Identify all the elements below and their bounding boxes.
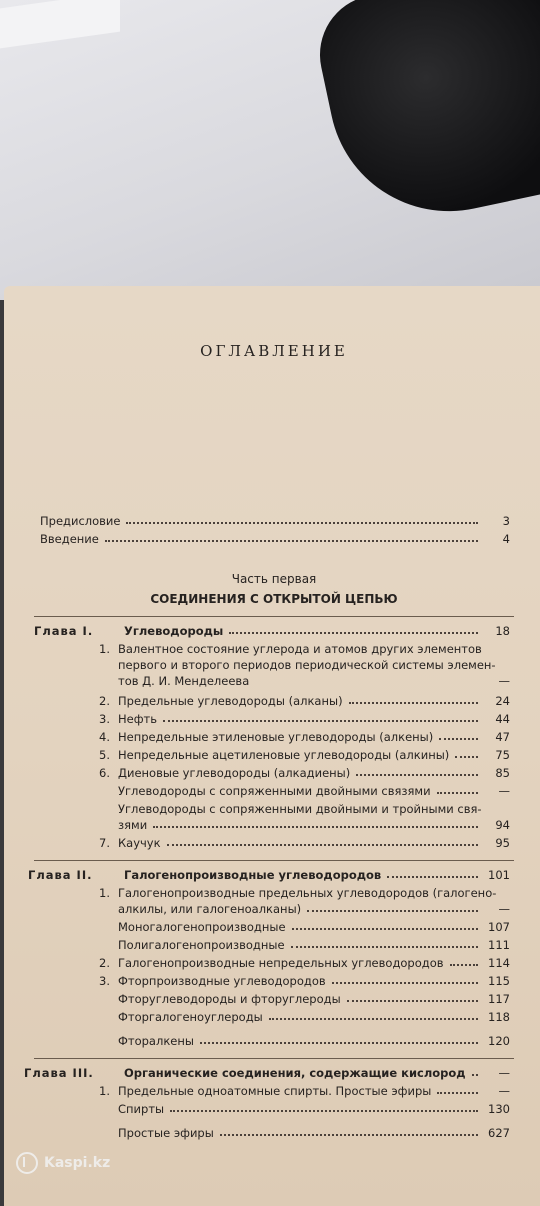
chapter-page: — (498, 1066, 510, 1080)
leader-dots (126, 521, 478, 524)
toc-entry-continuation (118, 816, 510, 832)
toc-entry (88, 710, 510, 726)
entry-page: 4 (502, 532, 510, 546)
entry-page: 115 (488, 974, 510, 988)
kaspi-watermark (16, 1152, 110, 1174)
chapter-label: Глава II. (28, 868, 93, 882)
leader-dots (455, 755, 478, 758)
leader-space (255, 683, 478, 684)
entry-number: 6. (99, 766, 110, 780)
leader-dots (292, 927, 478, 930)
toc-entry-continuation (118, 900, 510, 916)
leader-dots (229, 631, 478, 634)
entry-page: — (498, 784, 510, 798)
chapter-label: Глава I. (34, 624, 94, 638)
entry-page: — (498, 674, 510, 688)
entry-number: 7. (99, 836, 110, 850)
entry-page: 118 (488, 1010, 510, 1024)
entry-label: Непредельные этиленовые углеводороды (алкены) (118, 730, 434, 744)
leader-dots (437, 791, 478, 794)
entry-number: 2. (99, 694, 110, 708)
toc-entry (118, 1008, 510, 1024)
toc-entry (118, 1100, 510, 1116)
leader-dots (200, 1041, 478, 1044)
toc-entry (88, 692, 510, 708)
entry-label: Предисловие (40, 514, 121, 528)
divider (34, 1058, 514, 1059)
entry-page: 47 (495, 730, 510, 744)
entry-page: 114 (488, 956, 510, 970)
entry-page: — (498, 1084, 510, 1098)
entry-label: Моногалогенопроизводные (118, 920, 286, 934)
leader-dots (307, 909, 478, 912)
entry-number: 1. (99, 886, 110, 900)
toc-entry (88, 1082, 510, 1098)
chapter-label: Глава III. (24, 1066, 94, 1080)
entry-page: 44 (495, 712, 510, 726)
entry-label: Фторгалогеноуглероды (118, 1010, 263, 1024)
leader-dots (356, 773, 478, 776)
toc-entry (88, 834, 510, 850)
leader-dots (437, 1091, 478, 1094)
leader-dots (291, 945, 478, 948)
watermark-text: Kaspi.kz (44, 1155, 111, 1171)
toc-entry (88, 972, 510, 988)
leader-dots (349, 701, 478, 704)
entry-label: зями (118, 818, 148, 832)
leader-dots (269, 1017, 478, 1020)
entry-page: 3 (502, 514, 510, 528)
leader-dots (472, 1073, 478, 1076)
entry-label: Фторалкены (118, 1034, 194, 1048)
entry-page: 24 (495, 694, 510, 708)
leader-dots (170, 1109, 478, 1112)
toc-entry-continuation (118, 656, 510, 672)
toc-entry (118, 918, 510, 934)
chapter-title: Углеводороды (124, 624, 224, 638)
entry-label: Галогенопроизводные непредельных углеводородов (118, 956, 444, 970)
entry-label: Углеводороды с сопряженными двойными связями (118, 784, 431, 798)
kaspi-logo-icon (16, 1152, 38, 1174)
toc-entry-continuation (118, 672, 510, 688)
entry-label: алкилы, или галогеноалканы) (118, 902, 302, 916)
entry-page: 130 (488, 1102, 510, 1116)
entry-number: 5. (99, 748, 110, 762)
entry-label: Введение (40, 532, 99, 546)
toc-entry (118, 782, 510, 798)
part-label: Часть первая (231, 572, 317, 586)
entry-number: 1. (99, 1084, 110, 1098)
toc-entry (118, 936, 510, 952)
entry-number: 3. (99, 712, 110, 726)
toc-entry (88, 764, 510, 780)
part-title: СОЕДИНЕНИЯ С ОТКРЫТОЙ ЦЕПЬЮ (150, 592, 398, 606)
chapter-page: 18 (495, 624, 510, 638)
entry-label: Фторуглеводороды и фторуглероды (118, 992, 341, 1006)
entry-page: 95 (495, 836, 510, 850)
toc-entry (88, 728, 510, 744)
toc-entry (88, 884, 510, 900)
leader-dots (450, 963, 478, 966)
entry-label: Непредельные ацетиленовые углеводороды (алкины) (118, 748, 450, 762)
chapter-title: Органические соединения, содержащие кислород (124, 1066, 466, 1080)
leader-dots (167, 843, 478, 846)
entry-label: Галогенопроизводные предельных углеводородов (галогено- (118, 886, 497, 900)
toc-entry (118, 1124, 510, 1140)
leader-dots (153, 825, 478, 828)
entry-label: тов Д. И. Менделеева (118, 674, 250, 688)
toc-entry (118, 800, 510, 816)
entry-number: 1. (99, 642, 110, 656)
entry-number: 2. (99, 956, 110, 970)
entry-page: 117 (488, 992, 510, 1006)
toc-entry (88, 954, 510, 970)
entry-label: Простые эфиры (118, 1126, 214, 1140)
leader-dots (387, 875, 478, 878)
leader-dots (347, 999, 478, 1002)
toc-entry-preface (40, 512, 510, 528)
entry-page: 627 (488, 1126, 510, 1140)
chapter-heading (24, 1064, 510, 1080)
entry-number: 3. (99, 974, 110, 988)
entry-page: 107 (488, 920, 510, 934)
chapter-title: Галогенопроизводные углеводородов (124, 868, 382, 882)
entry-label: Валентное состояние углерода и атомов других элементов (118, 642, 482, 656)
leader-dots (105, 539, 478, 542)
entry-page: 75 (495, 748, 510, 762)
toc-entry (118, 990, 510, 1006)
entry-number: 4. (99, 730, 110, 744)
divider (34, 616, 514, 617)
entry-page: — (498, 902, 510, 916)
toc-entry-introduction (40, 530, 510, 546)
toc-entry (88, 746, 510, 762)
entry-label: Предельные одноатомные спирты. Простые эфиры (118, 1084, 432, 1098)
entry-label: Нефть (118, 712, 158, 726)
entry-page: 94 (495, 818, 510, 832)
divider (34, 860, 514, 861)
entry-page: 85 (495, 766, 510, 780)
entry-label: первого и второго периодов периодической системы элемен- (118, 658, 496, 672)
toc-entry (118, 1032, 510, 1048)
leader-dots (439, 737, 478, 740)
entry-label: Спирты (118, 1102, 165, 1116)
leader-dots (163, 719, 478, 722)
chapter-heading (28, 866, 510, 882)
leader-dots (332, 981, 478, 984)
entry-label: Углеводороды с сопряженными двойными и тройными свя- (118, 802, 482, 816)
leader-dots (220, 1133, 478, 1136)
entry-label: Фторпроизводные углеводородов (118, 974, 326, 988)
entry-label: Каучук (118, 836, 161, 850)
entry-page: 111 (488, 938, 510, 952)
chapter-heading (34, 622, 510, 638)
entry-page: 120 (488, 1034, 510, 1048)
book-page (4, 286, 540, 1206)
chapter-page: 101 (488, 868, 510, 882)
toc-entry (88, 640, 510, 656)
entry-label: Полигалогенопроизводные (118, 938, 285, 952)
entry-label: Предельные углеводороды (алканы) (118, 694, 343, 708)
page-title: ОГЛАВЛЕНИЕ (200, 342, 348, 360)
entry-label: Диеновые углеводороды (алкадиены) (118, 766, 351, 780)
